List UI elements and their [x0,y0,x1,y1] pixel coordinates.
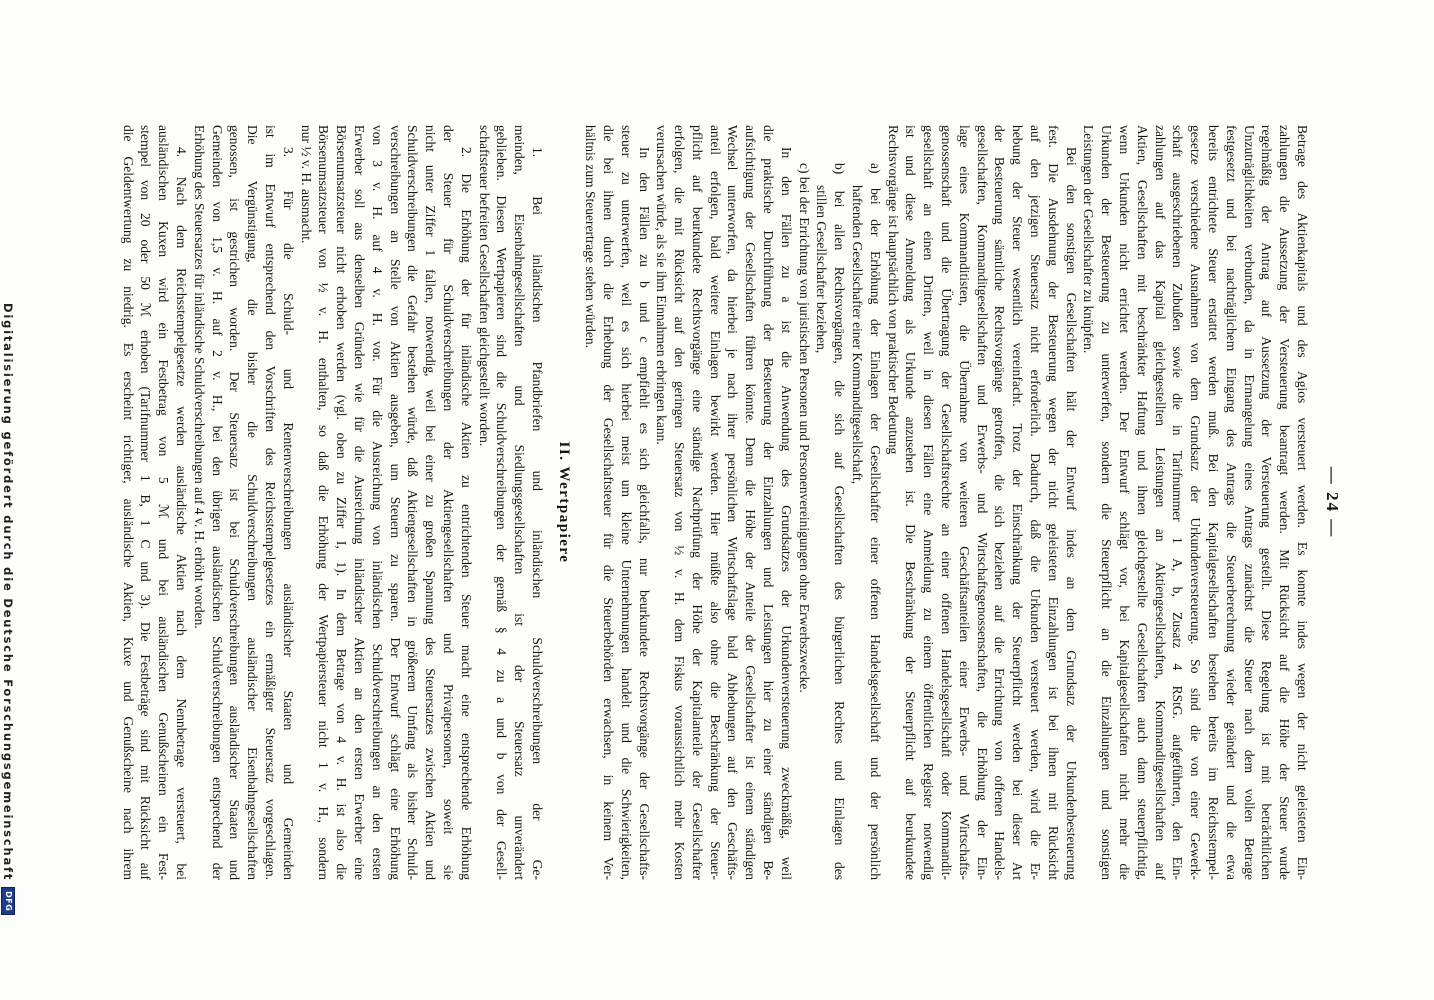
text-line: die praktische Durchführung der Besteuerung der Einzahlungen und Leistungen hier zu einer ständigen Be- [761,125,777,880]
text-line: In den Fällen zu b und c empfiehlt es sich gleichfalls, nur beurkundete Rechtsvorgänge der Gesellschafts- [636,147,652,880]
text-line: schaftsteuer befreiten Gesellschaften gleichgestellt worden. [476,125,492,447]
section-ii-text [119,125,546,880]
text-line: verursachen würde, als sie ihm Einnahmen erbringen kann. [654,125,670,445]
text-line: steuer zu unterwerfen, weil es sich hierbei meist um kleine Unternehmungen handelt und die Schwierigkeiten, [618,125,634,880]
text-line: 1. Bei inländischen Pfandbriefen und inländischen Schuldverschreibungen der Ge- [530,147,545,880]
paragraph [653,125,795,880]
text-line: Erwerber soll aus denselben Gründen wie für die Ausreichung inländischer Aktien an den ersten Erwerber eine [352,125,368,880]
text-line: Urkunden der Besteuerung zu unterwerfen, sondern die Steuerpflicht an die Einzahlungen und sonstigen [1099,125,1115,880]
list-item-b [813,125,849,880]
text-line: Gemeinden von 1,5 v. H. auf 2 v. H., bei den übrigen ausländischen Schuldverschreibungen entsprechend der [209,125,225,880]
numbered-item-1 [475,125,546,880]
text-line: zahlungen auf das Kapital gleichgestellten Leistungen an Aktiengesellschaften, Kommanditgesellschaften auf [1152,125,1168,880]
text-line: stillen Gesellschafter beziehen, [814,185,830,354]
numbered-item-2 [297,125,475,880]
text-line: Rechtsvorgänge ist hauptsächlich von praktischer Bedeutung [885,125,901,455]
text-line: von 3 v. H. auf 4 v. H. vor. Für die Ausreichung von inländischen Schuldverschreibungen an den ersten [369,125,385,880]
text-line: Börsenumsatzsteuer nicht erhoben werden (vgl. oben zu Ziffer I, 1). In dem Betrage von 4 v. H. ist also die [334,125,350,880]
text-line: haftenden Gesellschafter einer Kommanditgesellschaft, [850,185,866,485]
text-line: ist und diese Anmeldung als Urkunde anzusehen ist. Die Beschränkung der Steuerpflicht auf beurkundete [903,125,919,880]
text-line: meinden, Eisenbahngesellschaften und Siedlungsgesellschaften ist der Steuersatz unverändert [512,125,528,880]
text-line: gesellschaft an einen Dritten, weil in diesen Fällen eine Anmeldung zu einem öffentlichen Register notwendig [921,125,937,880]
text-line: genossenschaft und die Übertragung der Gesellschaftsrechte an einer offenen Handelsgesellschaft oder Kommandit- [939,125,955,880]
text-line: In den Fällen zu a ist die Anwendung des Grundsatzes der Urkundenversteuerung zweckmäßig, weil [778,147,794,880]
text-line: wenn Urkunden nicht errichtet werden. Der Entwurf schlägt vor, bei Kapitalgesellschaften nicht mehr die [1117,125,1133,880]
list-item-c [795,125,813,880]
text-line: nicht unter Ziffer 1 fallen, notwendig, weil bei einer zu großen Spannung des Steuersatzes zwischen Aktien und [423,125,439,880]
text-line: anteil erfolgen, bald weitere Einlagen bewirkt werden. Hier müßte also ohne die Beschränkung der Steuer- [707,125,723,880]
text-line: stempel von 20 oder 50 ℳ erhoben (Tarifnummer 1 B, 1 C und 3). Die Festbeträge sind mit Rücksicht auf [138,125,154,880]
text-line: Die Vergünstigung, die bisher die Schuldverschreibungen ausländischer Eisenbahngesellschaften [245,125,261,880]
text-line: genossen, ist gestrichen worden. Der Steuersatz ist bei Schuldverschreibungen ausländischer Staaten und [227,125,243,880]
section-heading: II. Wertpapiere [556,441,572,564]
text-line: Erhöhung des Steuersatzes für inländische Schuldverschreibungen auf 4 v. H. erhöht worden. [191,125,207,629]
text-line: der Besteuerung sämtliche Rechtsvorgänge getroffen, die sich beziehen auf die Errichtung von offenen Handels- [992,125,1008,880]
paragraph [1080,125,1311,880]
text-line: c) bei der Errichtung von juristischen Personen und Personenvereinigungen ohne Erwerbszwecke. [796,163,812,693]
text-line: bereits entrichtete Steuer erstattet werden muß. Bei den Kapitalgesellschaften bestehen bereits im Reichsstempel- [1206,125,1222,880]
numbered-item-3 [190,125,297,880]
text-line: aufsichtigung der Gesellschaften führen könnte. Denn die Höhe der Anteile der Gesellschafter ist einem ständigen [743,125,759,880]
text-line: hältnis zum Steuerertrage stehen würden. [583,125,599,349]
paragraph [884,125,1080,880]
text-line: Leistungen der Gesellschafter zu knüpfen. [1081,125,1097,354]
text-line: schaft ausgeschriebenen Zubußen sowie die in Tarifnummer 1 A, b, Zusatz 4 RStG. aufgeführten, den Ein- [1170,125,1186,880]
section-i-text [581,125,1311,880]
text-line: Wechsel unterworfen, da hierbei je nach ihrer persönlichen Wirtschaftslage bald Abhebungen auf den Geschäfts- [725,125,741,880]
text-line: verschreibungen an Stelle von Aktien ausgeben, um Steuern zu sparen. Der Entwurf schlägt eine Erhöhung [387,125,403,880]
text-line: 3. Für die Schuld- und Rentenverschreibungen ausländischer Staaten und Gemeinden [280,147,296,880]
text-line: Bei den sonstigen Gesellschaften hält der Entwurf indes an dem Grundsatz der Urkundenbesteuerung [1063,147,1079,880]
text-line: erfolgen, die mit Rücksicht auf den geringen Steuersatz von ½ v. H. dem Fiskus voraussichtlich mehr Kosten [672,125,688,880]
list-item-a [848,125,884,880]
text-line: auf den jetzigen Steuersatz nicht erforderlich. Dadurch, daß die Urkunden versteuert werden, wird die Er- [1028,125,1044,880]
text-line: a) bei der Erhöhung der Einlagen der Gesellschafter einer offenen Handelsgesellschaft und der persönlich [867,163,883,880]
text-line: Betrage des Aktienkapitals und des Agios versteuert werden. Es konnte indes wegen der nicht geleisteten Ein- [1295,125,1310,880]
text-line: ausländischen Kuxen wird ein Festbetrag von 5 ℳ und bei ausländischen Genußscheinen ein Fest- [156,125,172,880]
text-line: nur ½ v. H. ausmacht. [298,125,314,244]
text-line: ist im Entwurf entsprechend den Vorschriften des Reichsstempelgesetzes ein ermäßigter Steuersatz vorgeschlagen. [263,125,279,880]
text-line: die Geldentwertung zu niedrig. Es erscheint richtiger, ausländische Aktien, Kuxe und Genußscheine nach ihrem [120,125,136,880]
numbered-item-4 [119,125,190,880]
text-line: lage eines Kommanditisten, die Übernahme von weiteren Geschäftsanteilen einer Erwerbs- und Wirtschafts- [956,125,972,880]
text-line: Schuldverschreibungen die Gefahr bestehen würde, daß Aktiengesellschaften in größerem Umfang als bisher Schuld- [405,125,421,880]
text-line: 2. Die Erhöhung der für inländische Aktien zu entrichtenden Steuer macht eine entsprechende Erhöhung [458,147,474,880]
text-line: gesetze verschiedene Ausnahmen von dem Grundsatz der Urkundenversteuerung. So sind die von einer Gewerk- [1188,125,1204,880]
text-line: Unzuträglichkeiten verbunden, da in Ermangelung eines Antrags zunächst die Steuer nach dem vollen Betrage [1241,125,1257,880]
text-line: b) bei allen Rechtsvorgängen, die sich auf Gesellschaften des bürgerlichen Rechtes und Einlagen des [832,163,848,880]
dfg-logo-icon: DFG [1,887,15,915]
text-line: festgesetzt und bei nachträglichem Eingang des Antrags die Steuerberechnung wieder geändert und die etwa [1223,125,1239,880]
text-line: regelmäßig der Antrag auf Aussetzung der Versteuerung gestellt. Diese Regelung ist mit beträchtlichen [1259,125,1275,880]
text-line: geblieben. Diesen Wertpapieren sind die Schuldverschreibungen der gemäß § 4 zu a und b von der Gesell- [494,125,510,880]
text-line: der Steuer für Schuldverschreibungen der Aktiengesellschaften und Privatpersonen, soweit sie [441,125,457,880]
text-line: gesellschaften, Kommanditgesellschaften und Erwerbs- und Wirtschaftsgenossenschaften, die Erhöhung der Ein- [974,125,990,880]
paragraph [581,125,652,880]
text-line: 4. Nach dem Reichsstempelgesetze werden ausländische Aktien nach dem Nennbetrage versteuert, bei [174,147,190,880]
text-line: Börsenumsatzsteuer von ½ v. H. enthalten, so daß die Erhöhung der Wertpapiersteuer nicht 1 v. H., sondern [316,125,332,880]
text-line: fest. Die Ausdehnung der Besteuerung wegen der nicht geleisteten Einzahlungen ist bei ihnen mit Rücksicht [1045,125,1061,880]
page-number: — 24 — [1323,466,1342,539]
text-line: hebung der Steuer wesentlich vereinfacht. Trotz der Einschränkung der Steuerpflicht werden bei dieser Art [1010,125,1026,880]
text-line: pflicht auf beurkundete Rechtsvorgänge eine ständige Nachprüfung der Höhe der Kapitalanteile der Gesellschafter [689,125,705,880]
text-line: Aktien, Gesellschaften mit beschränkter Haftung und ihnen gleichgestellte Gesellschaften auch dann steuerpflichtig, [1134,125,1150,880]
text-line: zahlungen die Aussetzung der Versteuerung beantragt werden. Mit Rücksicht auf die Höhe der Steuer wurde [1277,125,1293,880]
credit-text: Digitalisierung gefördert durch die Deutsche Forschungsgemeinschaft [1,303,15,882]
digitization-credit [1,303,15,993]
text-line: die bei ihnen durch die Erhebung der Gesellschaftsteuer für die Steuerbehörden erwachsen, in keinem Ver- [600,125,616,880]
